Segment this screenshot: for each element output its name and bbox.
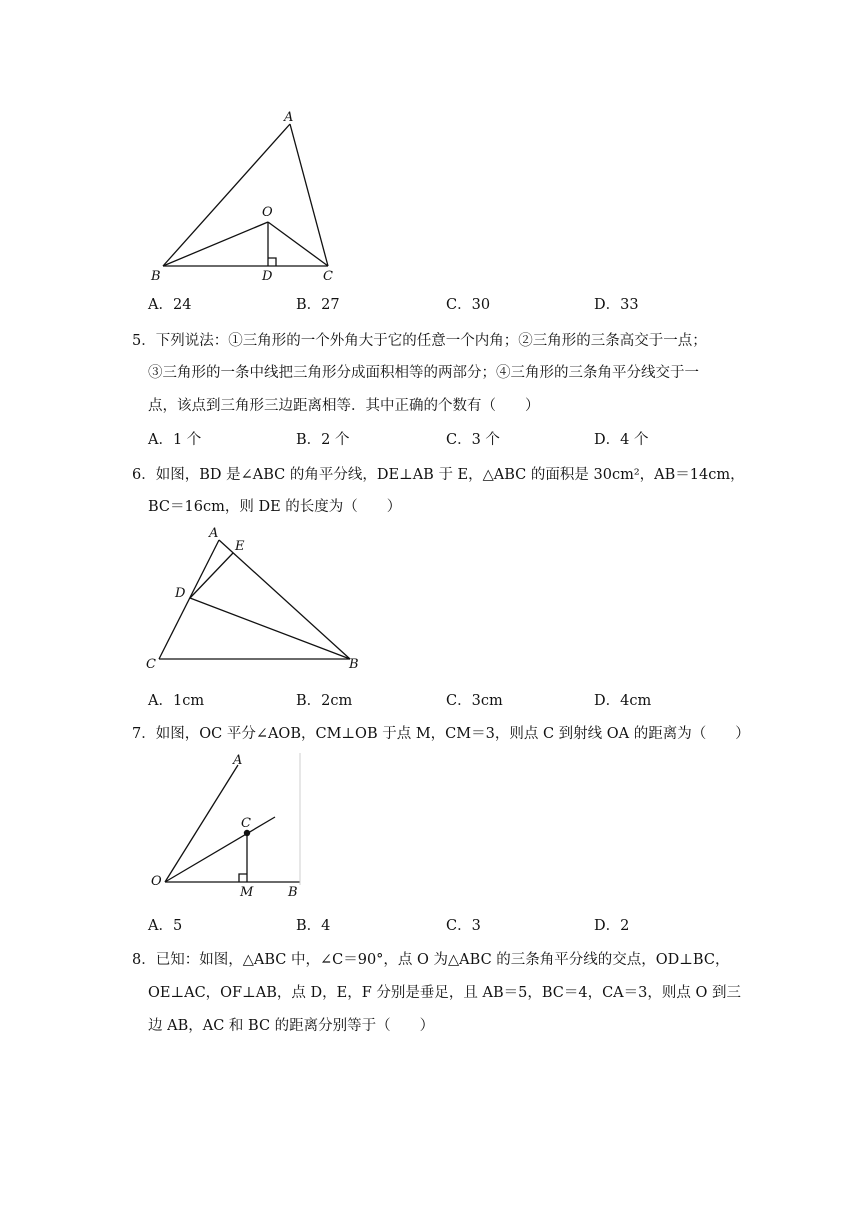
- fig4-label-c: C: [323, 269, 333, 284]
- q5-option-b[interactable]: B．2 个: [296, 432, 350, 448]
- figure-q6-triangle: [0, 520, 860, 720]
- fig4-label-b: B: [151, 269, 161, 284]
- q6-line-2: BC＝16cm，则 DE 的长度为（ ）: [148, 499, 402, 515]
- q4-option-a[interactable]: A．24: [148, 297, 192, 313]
- q5-line-3: 点，该点到三角形三边距离相等．其中正确的个数有（ ）: [148, 398, 540, 414]
- q4-option-c[interactable]: C．30: [446, 297, 491, 313]
- q5-line-2: ③三角形的一条中线把三角形分成面积相等的两部分；④三角形的三条角平分线交于一: [148, 365, 699, 381]
- fig6-label-d: D: [175, 586, 186, 601]
- fig7-label-o: O: [151, 874, 162, 889]
- fig7-label-b: B: [288, 885, 298, 900]
- fig6-label-a: A: [209, 526, 219, 541]
- q5-option-c[interactable]: C．3 个: [446, 432, 500, 448]
- fig7-label-c: C: [241, 816, 251, 831]
- q7-option-b[interactable]: B．4: [296, 918, 331, 934]
- q5-option-a[interactable]: A．1 个: [148, 432, 202, 448]
- fig6-label-b: B: [349, 657, 359, 672]
- q7-option-a[interactable]: A．5: [148, 918, 183, 934]
- fig6-label-c: C: [146, 657, 156, 672]
- figure-q7-angle: [0, 745, 860, 905]
- fig4-label-a: A: [284, 110, 294, 125]
- fig6-label-e: E: [235, 539, 245, 554]
- q6-option-a[interactable]: A．1cm: [148, 693, 205, 709]
- fig7-label-m: M: [240, 885, 254, 900]
- q5-line-1: 5．下列说法：①三角形的一个外角大于它的任意一个内角；②三角形的三条高交于一点；: [132, 333, 707, 349]
- q6-option-d[interactable]: D．4cm: [594, 693, 652, 709]
- fig4-label-o: O: [262, 205, 273, 220]
- q7-line-1: 7．如图，OC 平分∠AOB，CM⊥OB 于点 M，CM＝3，则点 C 到射线 OA 的距离为（ ）: [132, 726, 750, 742]
- q7-option-d[interactable]: D．2: [594, 918, 630, 934]
- q5-option-d[interactable]: D．4 个: [594, 432, 649, 448]
- fig4-label-d: D: [262, 269, 273, 284]
- q4-option-d[interactable]: D．33: [594, 297, 639, 313]
- fig7-label-a: A: [233, 753, 243, 768]
- q6-line-1: 6．如图，BD 是∠ABC 的角平分线，DE⊥AB 于 E，△ABC 的面积是 30cm²，AB＝14cm，: [132, 467, 745, 483]
- q8-line-3: 边 AB，AC 和 BC 的距离分别等于（ ）: [148, 1018, 435, 1034]
- figure-q4-triangle: [0, 0, 860, 290]
- q8-line-1: 8．已知：如图，△ABC 中，∠C＝90°，点 O 为△ABC 的三条角平分线的交点，OD⊥BC，: [132, 952, 730, 968]
- q6-option-b[interactable]: B．2cm: [296, 693, 353, 709]
- q8-line-2: OE⊥AC，OF⊥AB，点 D，E，F 分别是垂足，且 AB＝5，BC＝4，CA＝3，则点 O 到三: [148, 985, 741, 1001]
- q4-option-b[interactable]: B．27: [296, 297, 340, 313]
- q6-option-c[interactable]: C．3cm: [446, 693, 503, 709]
- q7-option-c[interactable]: C．3: [446, 918, 481, 934]
